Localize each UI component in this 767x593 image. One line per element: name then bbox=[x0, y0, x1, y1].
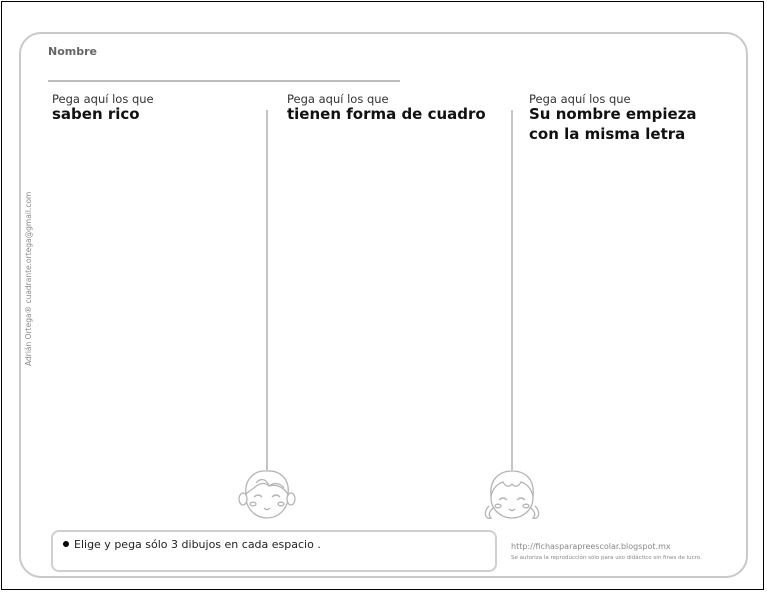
column-3-title-line-2: con la misma letra bbox=[529, 125, 686, 143]
column-2-title: tienen forma de cuadro bbox=[287, 105, 486, 123]
instructions-box bbox=[51, 530, 497, 572]
instructions-text: Elige y pega sólo 3 dibujos en cada espacio . bbox=[74, 538, 321, 551]
column-2-prompt: Pega aquí los que bbox=[287, 92, 389, 106]
column-3-title-line-1: Su nombre empieza bbox=[529, 105, 697, 123]
girl-face-icon bbox=[479, 466, 545, 526]
source-url: http://fichasparapreescolar.blogspot.mx bbox=[511, 542, 671, 551]
column-1-title: saben rico bbox=[52, 105, 140, 123]
name-label: Nombre bbox=[48, 45, 97, 58]
column-1-prompt: Pega aquí los que bbox=[52, 92, 154, 106]
author-credit: Adrián Ortega® cuadrante.ortega@gmail.com bbox=[24, 191, 33, 366]
column-divider-left bbox=[266, 110, 268, 470]
name-write-line bbox=[48, 80, 400, 82]
column-3-prompt: Pega aquí los que bbox=[529, 92, 631, 106]
column-divider-right bbox=[511, 110, 513, 470]
boy-face-icon bbox=[236, 466, 298, 524]
usage-notice: Se autoriza la reproducción sólo para uso didáctico sin fines de lucro. bbox=[511, 555, 702, 561]
bullet-icon bbox=[63, 541, 69, 547]
